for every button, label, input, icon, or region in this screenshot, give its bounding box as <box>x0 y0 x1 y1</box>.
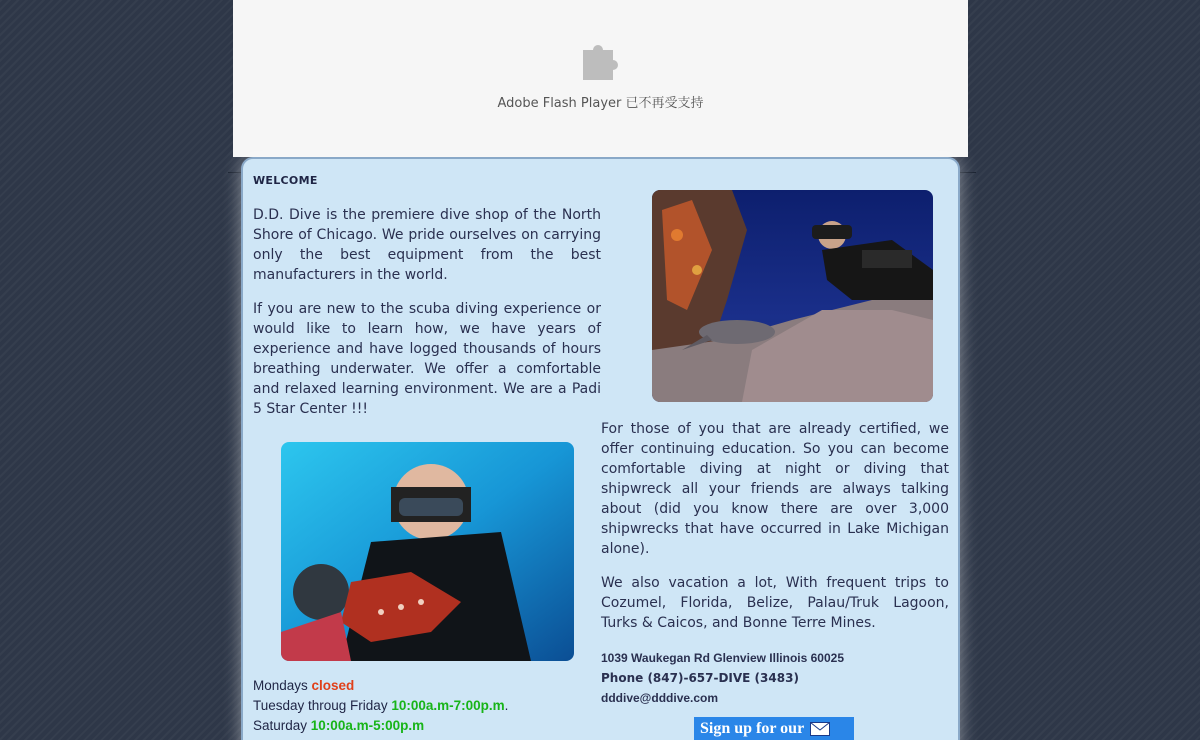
vacation-paragraph: We also vacation a lot, With frequent trips to Cozumel, Florida, Belize, Palau/Truk Lagoon, Turks & Caicos, and Bonne Terre Mines. <box>601 575 949 631</box>
diver-with-starfish-photo <box>281 442 574 661</box>
store-hours <box>253 676 508 736</box>
signup-label: Sign up for our <box>700 720 805 737</box>
hours-monday: Mondays closed <box>253 678 355 693</box>
newsletter-signup-button[interactable] <box>694 717 854 740</box>
flash-plugin-placeholder <box>233 0 968 157</box>
certified-divers-paragraph: For those of you that are already certified, we offer continuing education. So you can become comfortable diving at night or diving that shipwreck all your friends are always talking about (did you know there are over 3,000 shipwrecks that have occurred in Lake Michigan alone). <box>601 421 949 557</box>
left-divider <box>228 172 242 173</box>
address: 1039 Waukegan Rd Glenview Illinois 60025 <box>601 651 844 665</box>
flash-unsupported-message: Adobe Flash Player 已不再受支持 <box>497 96 704 111</box>
intro-paragraph: D.D. Dive is the premiere dive shop of the North Shore of Chicago. We pride ourselves on carrying only the best equipment from the best manufacturers in the world. <box>253 207 601 283</box>
email-link[interactable]: dddive@dddive.com <box>601 691 719 705</box>
mail-icon <box>810 722 830 736</box>
new-divers-paragraph: If you are new to the scuba diving experience or would like to learn how, we have years of experience and have logged thousands of hours breathing underwater. We offer a comfortable and relaxed learning environment. We are a Padi 5 Star Center !!! <box>253 301 601 417</box>
right-divider <box>958 172 976 173</box>
hours-saturday: Saturday 10:00a.m-5:00p.m <box>253 718 425 733</box>
puzzle-icon <box>577 36 625 84</box>
hours-weekday: Tuesday throug Friday 10:00a.m-7:00p.m. <box>253 698 509 713</box>
diver-with-shark-photo <box>652 190 933 402</box>
phone-number[interactable]: Phone (847)-657-DIVE (3483) <box>601 671 799 685</box>
contact-info <box>601 648 844 708</box>
welcome-heading: WELCOME <box>253 174 318 187</box>
